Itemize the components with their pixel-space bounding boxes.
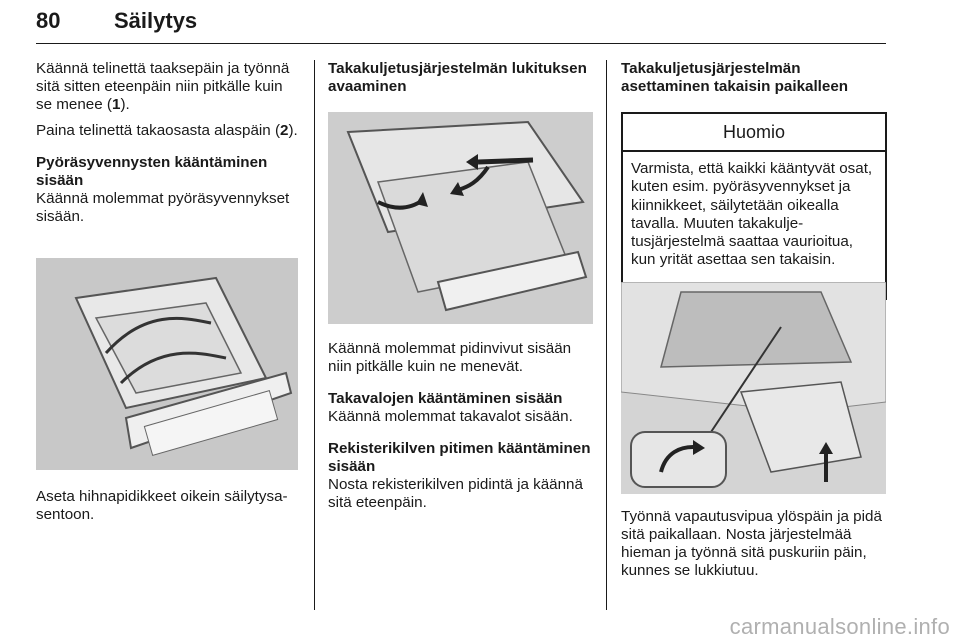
column-3 [621,60,886,96]
paragraph: Käännä molemmat takavalot sisään. [328,408,573,425]
notice-body: Varmista, että kaikki kääntyvät osat, kuten esim. pyöräsyvennykset ja kiinnikkeet, säilytetään oikealla tavalla. Muuten takakuljetusjärjestelmä saattaa vaurioitua, kun yrität asettaa sen takaisin. [631,160,873,269]
paragraph: Työnnä vapautusvipua ylöspäin ja pidä sitä paikallaan. Nosta järjestelmää hieman ja työnnä sitä puskuriin päin, kunnes se lukkiutuu. [621,508,882,579]
column-2-body [328,340,593,520]
figure-caption [36,488,298,532]
paragraph [36,122,298,140]
column-divider [314,60,315,610]
step-ref: 1 [111,96,121,113]
column-divider [606,60,607,610]
paragraph [36,60,298,114]
step-ref: 2 [280,122,289,139]
page-header [36,6,886,46]
paragraph: Käännä molemmat pyöräsyvennykset sisään. [36,190,290,225]
subheading: Takakuljetusjärjestelmän lukituksen avaaminen [328,60,587,95]
caption-text: Aseta hihnapidikkeet oikein säilytysasentoon. [36,488,288,523]
illustration-reinsert-system [621,282,886,494]
subheading: Rekisterikilven pitimen kääntäminen sisään [328,440,591,475]
header-divider [36,43,886,44]
paragraph: Käännä molemmat pidinvivut sisään niin pitkälle kuin ne menevät. [328,340,572,375]
text: ). [120,96,130,113]
illustration-unlock-levers [328,112,593,324]
column-3-body [621,508,886,588]
illustration-wheel-holders [36,258,298,470]
column-2 [328,60,593,96]
section-title: Säilytys [114,8,198,33]
paragraph: Nosta rekisterikilven pidintä ja käännä sitä eteenpäin. [328,476,583,511]
notice-title: Huomio [623,114,885,152]
subheading: Takavalojen kääntäminen sisään [328,390,563,407]
text: ). [288,122,298,139]
column-1 [36,60,298,234]
text: Käännä telinettä taaksepäin ja työnnä sitä sitten eteenpäin niin pitkälle kuin se menee ( [36,60,290,113]
watermark: carmanualsonline.info [729,614,950,639]
subheading: Takakuljetusjärjestelmän asettaminen takaisin paikalleen [621,60,849,95]
notice-box [621,112,887,300]
subheading: Pyöräsyvennysten kääntäminen sisään [36,154,268,189]
text: Paina telinettä takaosasta alaspäin ( [36,122,281,139]
page-number: 80 [36,8,61,33]
